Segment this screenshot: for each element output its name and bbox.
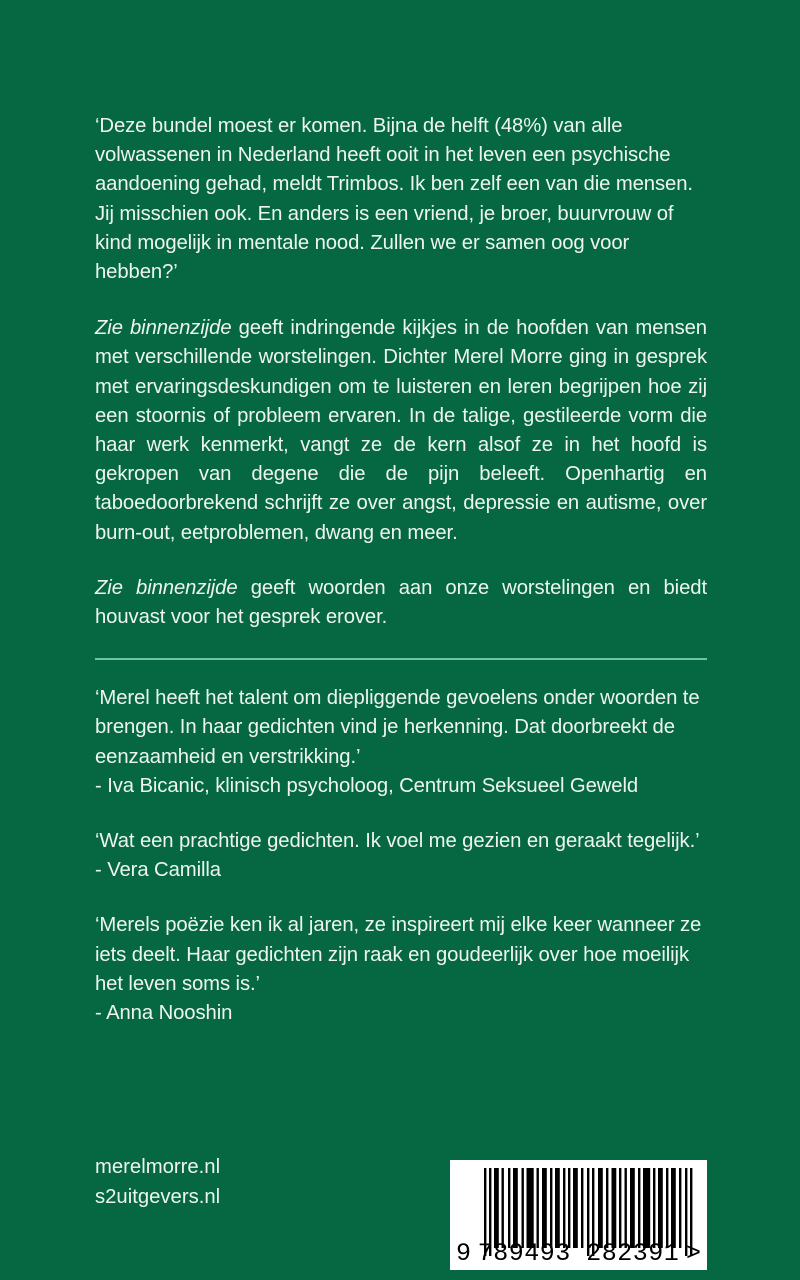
review-text: ‘Wat een prachtige gedichten. Ik voel me gezien en geraakt tegelijk.’ xyxy=(95,830,700,853)
isbn-barcode xyxy=(450,1160,707,1270)
closing-body: geeft woorden aan onze worstelingen en biedt houvast voor het gesprek erover. xyxy=(95,576,707,629)
review-attribution: - Iva Bicanic, klinisch psycholoog, Centrum Seksueel Geweld xyxy=(95,774,639,797)
description-paragraph xyxy=(95,314,707,548)
review-attribution: - Anna Nooshin xyxy=(95,1002,233,1025)
barcode-main-digits: 789493 282391 xyxy=(477,1239,680,1268)
url-author-site[interactable]: merelmorre.nl xyxy=(95,1156,221,1178)
review-text: ‘Merel heeft het talent om diepliggende gevoelens onder woorden te brengen. In haar gedichten vind je herkenning. Dat doorbreekt de eenzaamheid en verstrikking.’ xyxy=(95,687,700,768)
cover-text-content xyxy=(95,112,707,1028)
barcode-trailing-mark: > xyxy=(685,1239,701,1268)
review-quote-1 xyxy=(95,684,707,801)
description-title: Zie binnenzijde xyxy=(95,317,232,340)
description-body: geeft indringende kijkjes in de hoofden van mensen met verschillende worstelingen. Dichter Merel Morre ging in gesprek met ervaringsdeskundigen om te luisteren en leren begrijpen hoe zij een stoornis of probleem ervaren. In de talige, gestileerde vorm die haar werk kenmerkt, vangt ze de kern alsof ze in het hoofd is gekropen van degene die de pijn beleeft. Openhartig en taboedoorbrekend schrijft ze over angst, depressie en autisme, over burn-out, eetproblemen, dwang en meer. xyxy=(95,317,707,544)
publisher-urls xyxy=(95,1153,220,1212)
closing-paragraph xyxy=(95,574,707,632)
review-attribution: - Vera Camilla xyxy=(95,859,221,882)
closing-title: Zie binnenzijde xyxy=(95,576,238,599)
review-quote-2 xyxy=(95,827,707,885)
review-text: ‘Merels poëzie ken ik al jaren, ze inspireert mij elke keer wanneer ze iets deelt. Haar gedichten zijn raak en goudeerlijk over hoe moeilijk het leven soms is.’ xyxy=(95,914,702,995)
section-divider xyxy=(95,658,707,660)
barcode-digits xyxy=(450,1239,707,1268)
review-quote-3 xyxy=(95,911,707,1028)
pull-quote-paragraph: ‘Deze bundel moest er komen. Bijna de helft (48%) van alle volwassenen in Nederland heeft ooit in het leven een psychische aandoening gehad, meldt Trimbos. Ik ben zelf een van die mensen. Jij misschien ook. En anders is een vriend, je broer, buurvrouw of kind mogelijk in mentale nood. Zullen we er samen oog voor hebben?’ xyxy=(95,115,693,284)
url-publisher-site[interactable]: s2uitgevers.nl xyxy=(95,1185,221,1208)
barcode-lead-digit: 9 xyxy=(456,1239,472,1268)
